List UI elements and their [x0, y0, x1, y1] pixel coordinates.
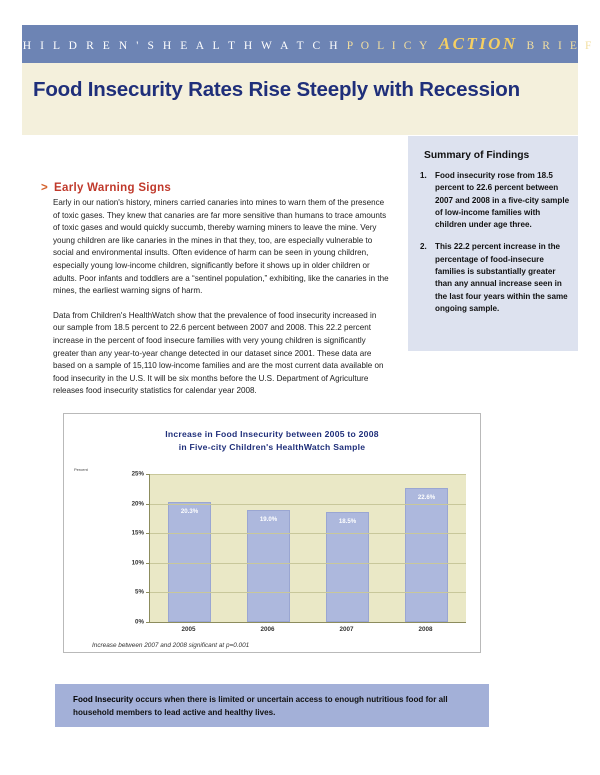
page-title: Food Insecurity Rates Rise Steeply with Recession [33, 78, 520, 101]
chart-gridline [150, 592, 466, 593]
chart-x-tick-label: 2005 [181, 626, 196, 633]
chart-bar-value-label: 20.3% [180, 507, 199, 515]
body-paragraph-1: Early in our nation's history, miners carried canaries into mines to warn them of the presence of toxic gases. They knew that canaries are far more sensitive than humans to trace amounts of toxic gases and would quickly succumb, thereby warning miners to leave the mine. Very young children are like canaries in the mines in that they, too, are especially vulnerable to social and environmental insults. Often evidence of harm can be seen in young children, especially young low-income children, significantly before it shows up in older children or adults. Poor infants and toddlers are a “sentinel population,” exhibiting, like the canaries in the mines, the earliest warning signs of harm. [53, 198, 389, 296]
chart-title [64, 428, 480, 454]
header-kicker [6, 34, 594, 54]
chevron-right-icon: > [41, 182, 49, 194]
chart-y-tick-mark [146, 563, 150, 564]
chart-bar [247, 510, 290, 622]
chart-y-tick-mark [146, 533, 150, 534]
chart-bar [326, 512, 369, 622]
chart-footnote: Increase between 2007 and 2008 significant at p=0.001 [92, 642, 250, 649]
chart-y-tick-label: 10% [131, 559, 144, 567]
chart-y-tick-label: 5% [135, 588, 144, 596]
definition-body: occurs when there is limited or uncertain access to enough nutritious food for all household members to lead active and healthy lives. [73, 695, 448, 717]
chart-gridline [150, 563, 466, 564]
section-heading [41, 182, 171, 194]
header-policy: P O L I C Y [346, 40, 430, 52]
findings-list [420, 170, 570, 325]
chart-x-tick-label: 2008 [418, 626, 433, 633]
chart-bar-slot [229, 474, 308, 622]
chart-title-line-1: Increase in Food Insecurity between 2005 to 2008 [165, 429, 379, 439]
chart-title-line-2: in Five-city Children's HealthWatch Sample [178, 442, 366, 452]
header-band [5, 25, 595, 63]
list-item [420, 170, 570, 231]
chart-bar [405, 488, 448, 622]
chart-bar-value-label: 22.6% [417, 494, 436, 502]
chart-x-axis-labels [149, 626, 465, 633]
chart-x-tick-label: 2007 [339, 626, 354, 633]
chart-plot-area [131, 470, 466, 626]
chart-gridline [150, 504, 466, 505]
definition-text [73, 693, 473, 719]
summary-of-findings-title: Summary of Findings [424, 150, 530, 161]
chart-x-tick-label: 2006 [260, 626, 275, 633]
chart-gridline [150, 533, 466, 534]
chart-gridline [150, 474, 466, 475]
chart-bar-slot [387, 474, 466, 622]
chart-bars [150, 474, 466, 622]
chart-y-tick-mark [146, 622, 150, 623]
header-brief: B R I E F [526, 40, 595, 52]
chart-y-tick-mark [146, 474, 150, 475]
body-column [53, 197, 389, 410]
definition-term: Food Insecurity [73, 695, 134, 704]
header-action: ACTION [438, 34, 518, 53]
chart-bar-slot [308, 474, 387, 622]
body-paragraph-2: Data from Children's HealthWatch show that the prevalence of food insecurity increased in our sample from 18.5 percent to 22.6 percent between 2007 and 2008. This 22.2 percent increase in the percent of food insecure families with very young children is significantly greater than any year-to-year change detected in our dataset since 2001. These data are based on a sample of 15,110 low-income families and are the most current data available on food insecurity in the U.S. It will be six months before the U.S. Department of Agriculture releases food insecurity statistics for calendar year 2008. [53, 310, 384, 396]
list-item [420, 241, 570, 315]
finding-number: 2. [420, 242, 427, 252]
header-org: C H I L D R E N ' S H E A L T H W A T C H [5, 40, 341, 52]
finding-number: 1. [420, 171, 427, 180]
bar-chart [63, 413, 481, 653]
chart-y-tick-label: 20% [131, 500, 144, 508]
section-heading-label: Early Warning Signs [54, 182, 172, 194]
chart-y-tick-label: 15% [131, 529, 144, 537]
chart-axis-unit: Percent [74, 467, 88, 472]
chart-y-tick-mark [146, 592, 150, 593]
finding-text: Food insecurity rose from 18.5 percent to 22.6 percent between 2007 and 2008 in a five-city sample of low-income families with children under age three. [435, 171, 570, 230]
chart-y-tick-label: 25% [131, 470, 144, 478]
chart-y-tick-mark [146, 504, 150, 505]
finding-text: This 22.2 percent increase in the percentage of food-insecure families is substantially greater than any annual increase seen in the last four years within the same ongoing sample. [435, 242, 568, 313]
chart-y-tick-label: 0% [135, 618, 144, 626]
chart-bar-value-label: 19.0% [259, 515, 278, 523]
chart-bar-slot [150, 474, 229, 622]
chart-bar-value-label: 18.5% [338, 518, 357, 526]
